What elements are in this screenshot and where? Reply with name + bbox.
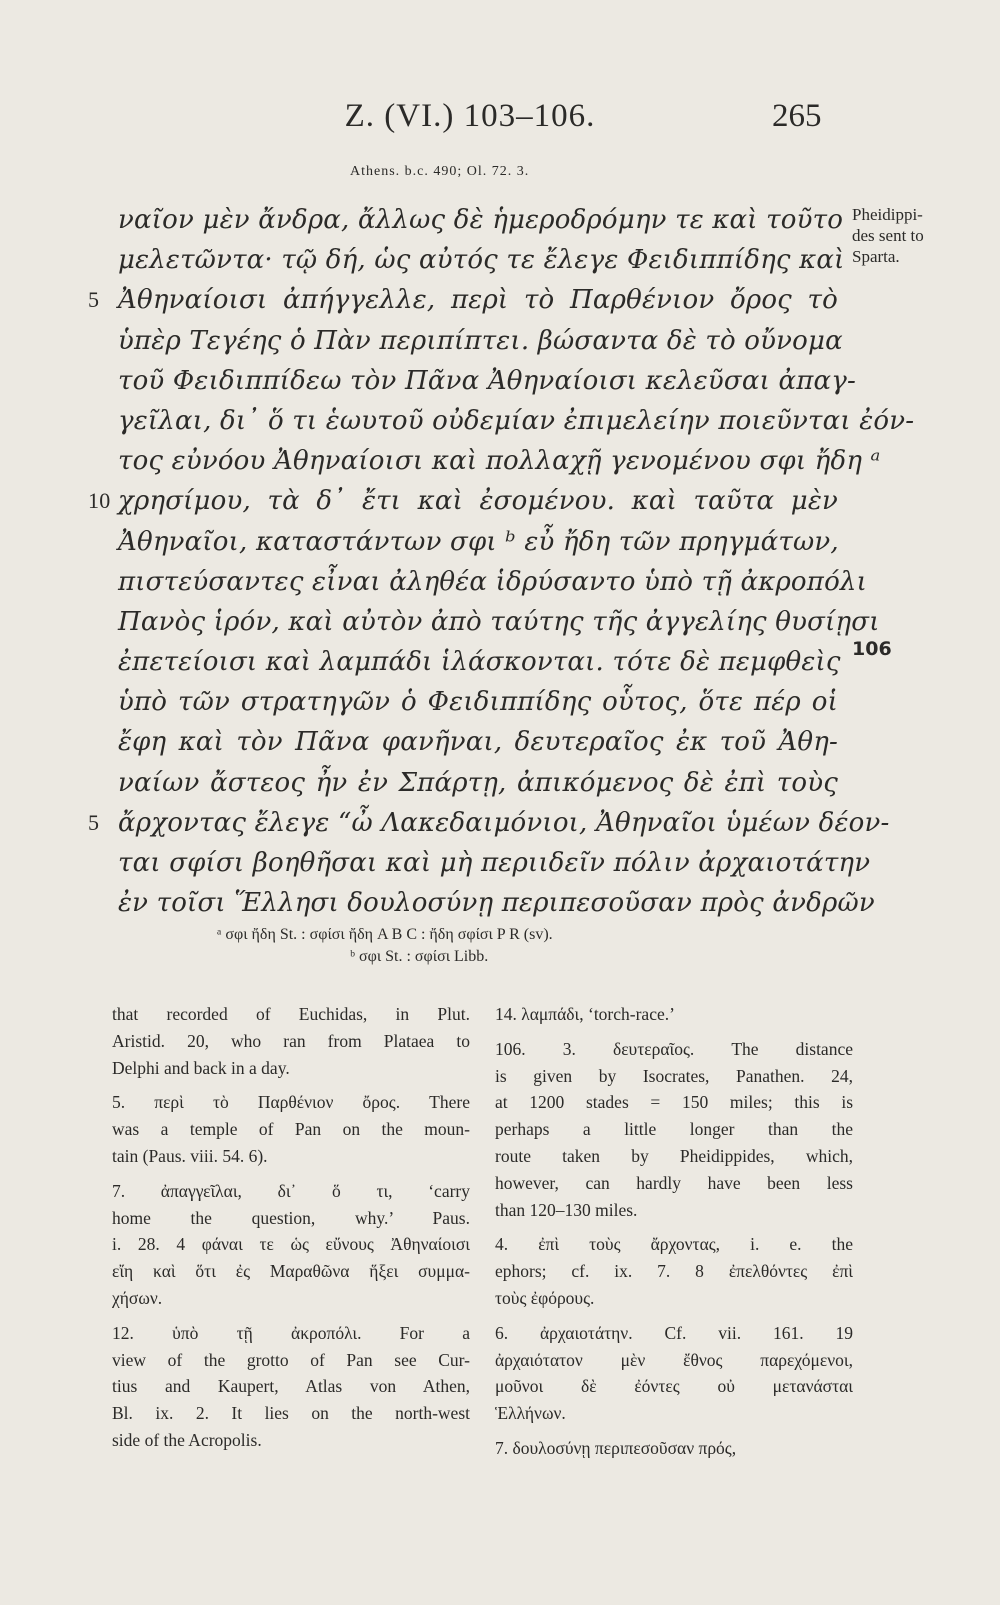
- line-text: χρησίμου, τὰ δ᾽ ἔτι καὶ ἐσομένου. καὶ ταῦτα μὲν: [118, 486, 838, 517]
- text-line: [88, 481, 838, 521]
- commentary-line: 5. περὶ τὸ Παρθένιον ὄρος. There: [112, 1092, 470, 1113]
- line-number: 5: [88, 809, 100, 835]
- line-text: γεῖλαι, δι᾽ ὅ τι ἑωυτοῦ οὐδεμίαν ἐπιμελείην ποιεῦνται ἐόν-: [118, 405, 915, 436]
- line-text: πιστεύσαντες εἶναι ἀληθέα ἱδρύσαντο ὑπὸ τῇ ἀκροπόλι: [118, 566, 868, 597]
- date-subheader: Athens. b.c. 490; Ol. 72. 3.: [350, 164, 530, 179]
- line-text: ἔφη καὶ τὸν Πᾶνα φανῆναι, δευτεραῖος ἐκ τοῦ Ἀθη-: [118, 727, 838, 758]
- commentary-line: ἀρχαιότατον μὲν ἔθνος παρεχόμενοι,: [495, 1349, 853, 1370]
- text-line: [118, 602, 880, 642]
- commentary-line: Aristid. 20, who ran from Plataea to: [112, 1030, 470, 1051]
- text-line: [118, 642, 841, 682]
- commentary-line: view of the grotto of Pan see Cur-: [112, 1349, 470, 1370]
- text-line: [118, 843, 871, 883]
- line-text: τοῦ Φειδιππίδεω τὸν Πᾶνα Ἀθηναίοισι κελεῦσαι ἀπαγ-: [118, 365, 856, 396]
- commentary-line: 7. δουλοσύνῃ περιπεσοῦσαν πρός,: [495, 1437, 737, 1458]
- text-line: [118, 522, 838, 562]
- text-line: [118, 361, 856, 401]
- commentary-right-column: [495, 1001, 853, 1462]
- line-text: ὑπὲρ Τεγέης ὁ Πὰν περιπίπτει. βώσαντα δὲ τὸ οὔνομα: [118, 325, 843, 356]
- text-line: [118, 562, 868, 602]
- commentary-line: tain (Paus. viii. 54. 6).: [112, 1145, 268, 1166]
- line-text: ται σφίσι βοηθῆσαι καὶ μὴ περιιδεῖν πόλιν ἀρχαιοτάτην: [118, 848, 871, 878]
- text-line: [118, 682, 838, 722]
- commentary-line: 12. ὑπὸ τῇ ἀκροπόλι. For a: [112, 1322, 470, 1343]
- critical-apparatus: [217, 924, 817, 968]
- text-line: [88, 803, 890, 843]
- commentary-line: 4. ἐπὶ τοὺς ἄρχοντας, i. e. the: [495, 1234, 853, 1255]
- apparatus-note-b: ᵇ σφι St. : σφίσι Libb.: [350, 948, 489, 965]
- commentary-line: perhaps a little longer than the: [495, 1119, 853, 1140]
- running-header: Ζ. (VI.) 103–106.: [344, 98, 596, 134]
- text-line: [118, 321, 843, 361]
- commentary-line: ephors; cf. ix. 7. 8 ἐπελθόντες ἐπὶ: [495, 1261, 853, 1282]
- line-text: Ἀθηναίοισι ἀπήγγελλε, περὶ τὸ Παρθένιον ὄρος τὸ: [118, 285, 838, 316]
- commentary-line: 106. 3. δευτεραῖος. The distance: [495, 1038, 853, 1059]
- commentary-line: μοῦνοι δὲ ἐόντες οὐ μετανάσται: [495, 1376, 853, 1397]
- commentary-line: τοὺς ἐφόρους.: [495, 1287, 595, 1308]
- line-text: ἐν τοῖσι Ἕλλησι δουλοσύνῃ περιπεσοῦσαν πρὸς ἀνδρῶν: [118, 888, 875, 919]
- line-text: ἐπετείοισι καὶ λαμπάδι ἱλάσκονται. τότε δὲ πεμφθεὶς: [118, 647, 841, 678]
- line-text: ὑπὸ τῶν στρατηγῶν ὁ Φειδιππίδης οὗτος, ὅτε πέρ οἱ: [118, 687, 838, 718]
- commentary-line: i. 28. 4 φάναι τε ὡς εὔνους Ἀθηναίοισι: [112, 1234, 470, 1255]
- text-line: [118, 883, 875, 923]
- commentary-line: 14. λαμπάδι, ‘torch-race.’: [495, 1004, 675, 1024]
- commentary-line: side of the Acropolis.: [112, 1429, 262, 1450]
- commentary-line: was a temple of Pan on the moun-: [112, 1119, 470, 1140]
- line-text: τος εὐνόου Ἀθηναίοισι καὶ πολλαχῇ γενομένου σφι ἤδη ᵃ: [118, 446, 881, 477]
- commentary-line: 6. ἀρχαιοτάτην. Cf. vii. 161. 19: [495, 1322, 853, 1343]
- text-line: [118, 722, 838, 762]
- text-line: [118, 441, 881, 481]
- section-number: 106: [852, 638, 892, 660]
- commentary-line: route taken by Pheidippides, which,: [495, 1145, 853, 1166]
- commentary-line: that recorded of Euchidas, in Plut.: [112, 1004, 470, 1024]
- commentary-line: tius and Kaupert, Atlas von Athen,: [112, 1376, 470, 1397]
- page-number: 265: [772, 98, 822, 134]
- margin-side-note: [852, 204, 964, 267]
- commentary-line: 7. ἀπαγγεῖλαι, δι᾽ ὅ τι, ‘carry: [112, 1180, 470, 1201]
- commentary-line: however, can hardly have been less: [495, 1172, 853, 1193]
- commentary-line: Delphi and back in a day.: [112, 1057, 290, 1078]
- commentary-left-column: [112, 1001, 470, 1454]
- commentary-line: Ἑλλήνων.: [495, 1403, 566, 1424]
- line-text: ναίων ἄστεος ἦν ἐν Σπάρτῃ, ἀπικόμενος δὲ ἐπὶ τοὺς: [118, 767, 838, 798]
- commentary-line: at 1200 stades = 150 miles; this is: [495, 1092, 853, 1113]
- text-line: [118, 763, 838, 803]
- apparatus-note-a: ᵃ σφι ἤδη St. : σφίσι ἤδη A B C : ἤδη σφίσι P R (sv).: [217, 926, 553, 943]
- line-text: μελετῶντα· τῷ δή, ὡς αὐτός τε ἔλεγε Φειδιππίδης καὶ: [118, 245, 845, 276]
- text-line: [88, 280, 838, 320]
- line-number: 10: [88, 488, 111, 514]
- commentary-line: Bl. ix. 2. It lies on the north-west: [112, 1403, 470, 1424]
- commentary-line: is given by Isocrates, Panathen. 24,: [495, 1065, 853, 1086]
- commentary-line: χήσων.: [112, 1287, 163, 1308]
- text-line: [118, 240, 845, 280]
- line-text: Πανὸς ἱρόν, καὶ αὐτὸν ἀπὸ ταύτης τῆς ἀγγελίης θυσίῃσι: [118, 606, 880, 637]
- commentary-line: εἴη καὶ ὅτι ἐς Μαραθῶνα ἥξει συμμα-: [112, 1261, 470, 1282]
- side-note-line: Pheidippi-: [852, 205, 923, 224]
- commentary-line: than 120–130 miles.: [495, 1199, 638, 1220]
- commentary-line: home the question, why.’ Paus.: [112, 1207, 470, 1228]
- side-note-line: Sparta.: [852, 247, 900, 266]
- text-line: [118, 200, 844, 240]
- line-text: ναῖον μὲν ἄνδρα, ἄλλως δὲ ἡμεροδρόμην τε καὶ τοῦτο: [118, 205, 844, 235]
- text-line: [118, 401, 915, 441]
- line-text: Ἀθηναῖοι, καταστάντων σφι ᵇ εὖ ἤδη τῶν πρηγμάτων,: [118, 526, 839, 557]
- side-note-line: des sent to: [852, 226, 924, 245]
- line-text: ἄρχοντας ἔλεγε “ὦ Λακεδαιμόνιοι, Ἀθηναῖοι ὑμέων δέον-: [118, 807, 890, 838]
- line-number: 5: [88, 287, 100, 313]
